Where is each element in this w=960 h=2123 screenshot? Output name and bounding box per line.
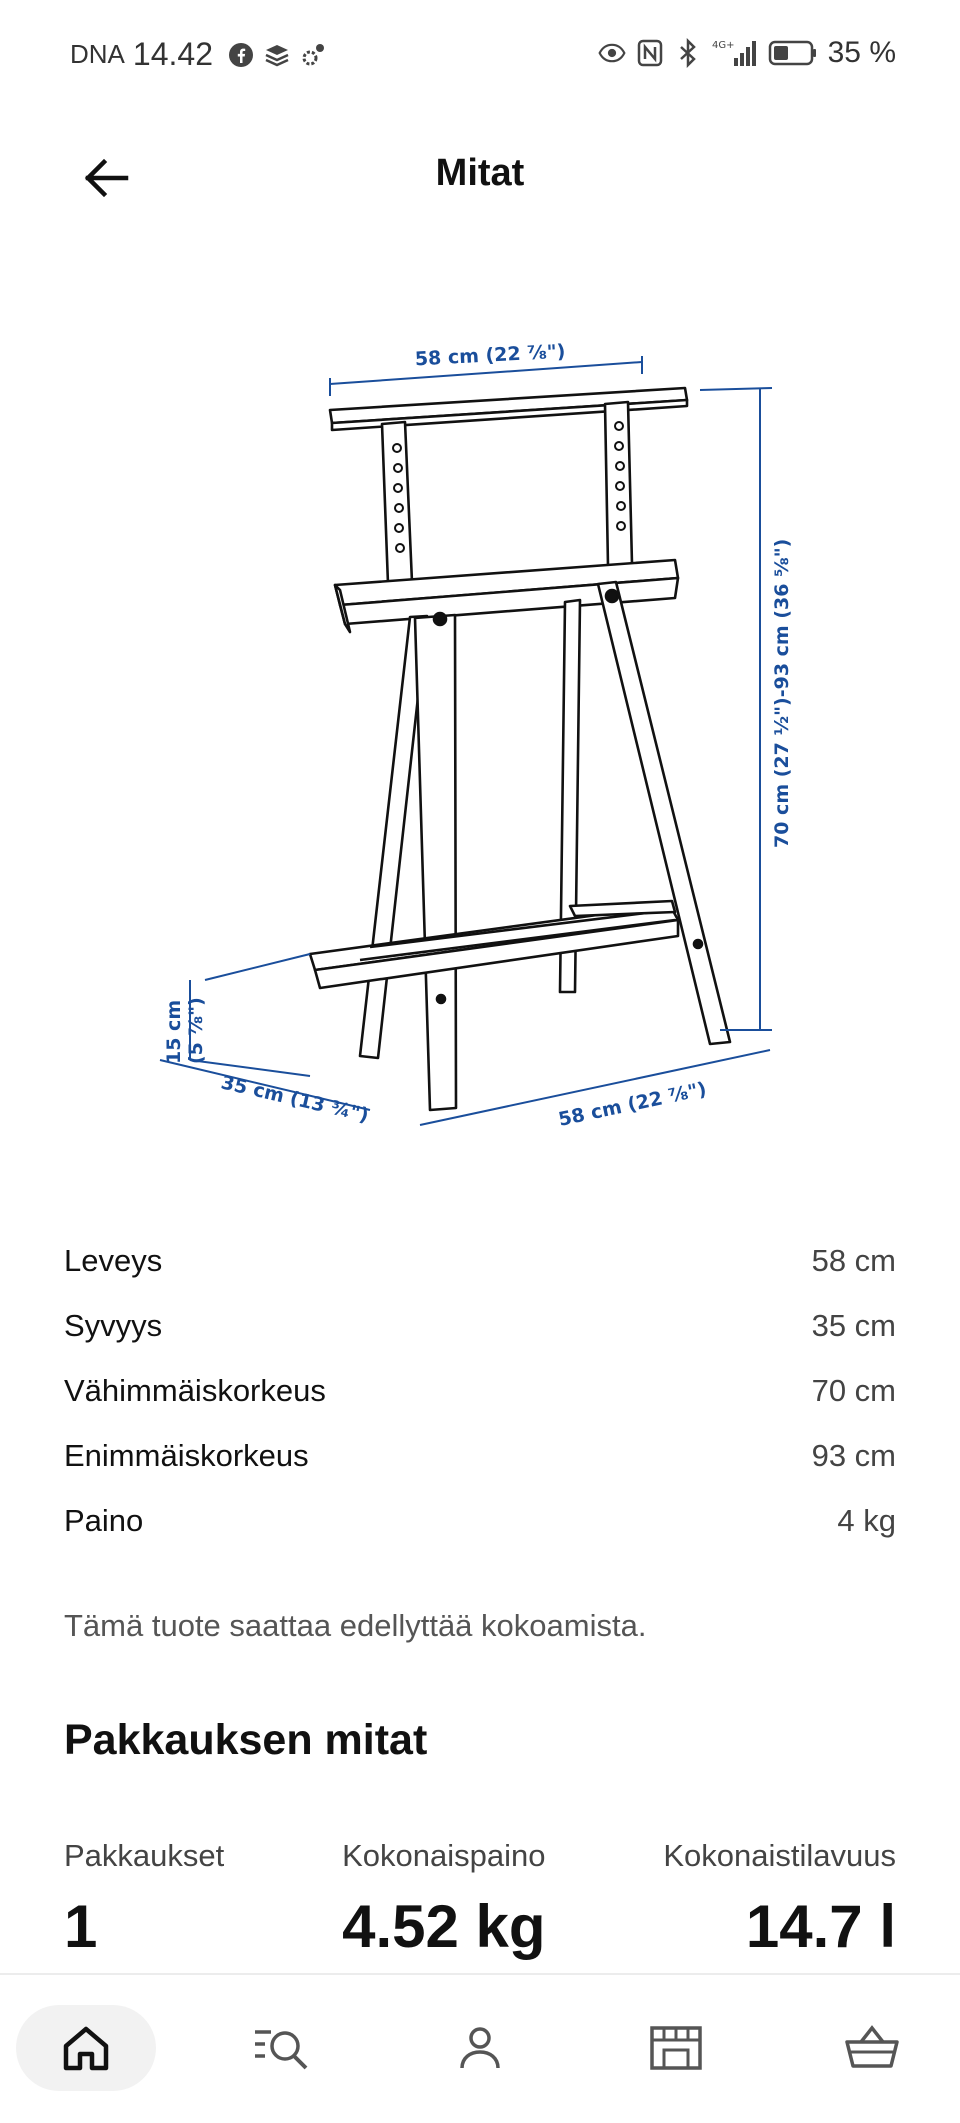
- nav-basket[interactable]: [802, 2005, 942, 2091]
- package-weight-value: 4.52 kg: [342, 1893, 546, 1960]
- home-icon: [60, 2022, 112, 2074]
- spec-label: Paino: [64, 1502, 144, 1538]
- spec-label: Vähimmäiskorkeus: [64, 1372, 326, 1408]
- package-count: [64, 1838, 224, 1961]
- bluetooth-icon: [674, 39, 702, 67]
- dimension-shelf-height-cm: 15 cm: [163, 999, 185, 1064]
- spec-label: Enimmäiskorkeus: [64, 1437, 309, 1473]
- carrier-label: DNA: [70, 39, 125, 69]
- nav-home[interactable]: [16, 2005, 156, 2091]
- settings-sync-icon: [299, 41, 327, 69]
- signal-icon: [712, 39, 758, 67]
- spec-value: 93 cm: [811, 1437, 896, 1473]
- assembly-note: Tämä tuote saattaa edellyttää kokoamista.: [64, 1608, 647, 1643]
- nfc-icon: [636, 39, 664, 67]
- spec-row-max-height: [64, 1423, 896, 1488]
- package-volume-label: Kokonaistilavuus: [663, 1838, 896, 1873]
- dimension-depth: 35 cm (13 ¾"): [218, 1071, 371, 1127]
- spec-value: 70 cm: [811, 1372, 896, 1408]
- package-count-label: Pakkaukset: [64, 1838, 225, 1873]
- spec-value: 35 cm: [811, 1307, 896, 1343]
- nav-stores[interactable]: [606, 2005, 746, 2091]
- spec-label: Leveys: [64, 1242, 163, 1278]
- bottom-navigation: [0, 1973, 960, 2123]
- dimension-shelf-height-in: (5 ⅞"): [185, 997, 207, 1064]
- layers-app-icon: [263, 41, 291, 69]
- package-section-title: Pakkauksen mitat: [64, 1716, 428, 1764]
- package-volume-value: 14.7 l: [745, 1893, 896, 1960]
- package-weight: [342, 1838, 545, 1961]
- spec-row-depth: [64, 1293, 896, 1358]
- battery-percent: 35 %: [827, 36, 896, 69]
- spec-value: 58 cm: [811, 1242, 896, 1278]
- spec-row-min-height: [64, 1358, 896, 1423]
- eye-icon: [598, 39, 626, 67]
- spec-label: Syvyys: [64, 1307, 163, 1343]
- nav-profile[interactable]: [410, 2005, 550, 2091]
- header: [0, 130, 960, 220]
- status-right: [598, 36, 896, 70]
- profile-icon: [454, 2022, 506, 2074]
- trestle-drawing: [150, 320, 810, 1150]
- store-icon: [648, 2022, 704, 2074]
- spec-value: 4 kg: [837, 1502, 896, 1538]
- page-title: Mitat: [435, 152, 525, 194]
- clock: 14.42: [132, 36, 213, 72]
- search-list-icon: [251, 2022, 313, 2074]
- dimension-width-bottom: 58 cm (22 ⅞"): [556, 1078, 709, 1131]
- package-weight-label: Kokonaispaino: [342, 1838, 546, 1873]
- nav-search[interactable]: [212, 2005, 352, 2091]
- dimension-spec-list: [64, 1228, 896, 1553]
- svg-text:4G+: 4G+: [711, 40, 735, 51]
- spec-row-weight: [64, 1488, 896, 1553]
- status-bar: [0, 0, 960, 108]
- package-count-value: 1: [64, 1893, 98, 1960]
- dimension-width-top: 58 cm (22 ⅞"): [414, 340, 566, 371]
- product-dimension-diagram: [150, 320, 810, 1150]
- facebook-icon: [227, 41, 255, 69]
- spec-row-width: [64, 1228, 896, 1293]
- package-summary: [64, 1838, 896, 1961]
- basket-icon: [843, 2022, 901, 2074]
- dimension-height-range: 70 cm (27 ½")-93 cm (36 ⅝"): [771, 538, 793, 848]
- battery-icon: [768, 39, 818, 67]
- package-volume: [663, 1838, 896, 1961]
- status-left: [70, 36, 327, 73]
